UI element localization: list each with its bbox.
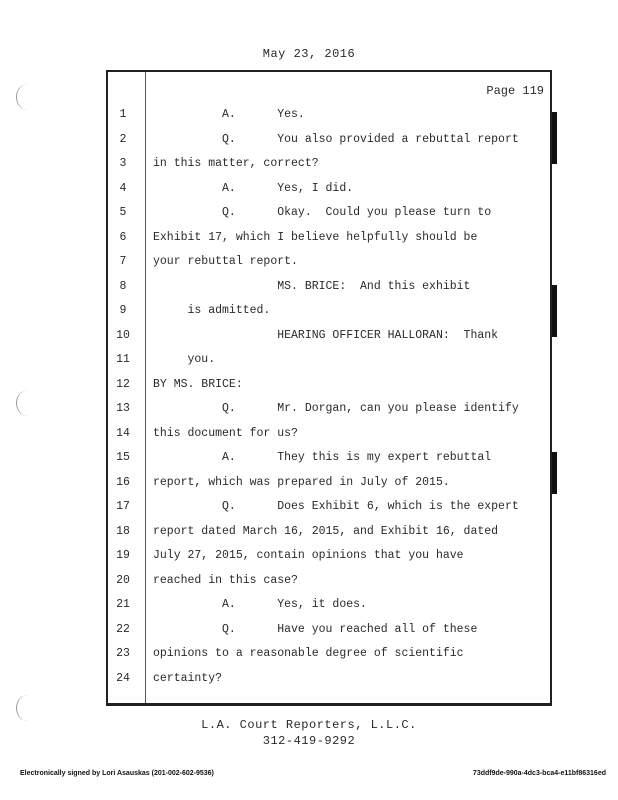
transcript-line — [108, 155, 548, 173]
line-number: 14 — [116, 426, 130, 440]
margin-bar — [552, 452, 557, 494]
line-text: July 27, 2015, contain opinions that you have — [153, 549, 464, 562]
line-text: A. Yes, it does. — [153, 598, 367, 611]
line-number: 5 — [119, 206, 127, 219]
transcript-line — [108, 278, 548, 296]
transcript-line — [108, 498, 548, 516]
line-number: 12 — [116, 377, 130, 391]
transcript-line — [108, 106, 548, 124]
line-text: report, which was prepared in July of 2015. — [153, 475, 450, 489]
transcript-date: May 23, 2016 — [262, 47, 356, 61]
transcript-line — [108, 523, 548, 541]
margin-bar — [552, 285, 557, 337]
line-text: report dated March 16, 2015, and Exhibit 16, dated — [153, 524, 499, 538]
binder-hole — [16, 84, 39, 110]
line-text: Q. Okay. Could you please turn to — [153, 206, 492, 219]
transcript-line — [108, 376, 548, 394]
line-number: 13 — [116, 402, 130, 415]
line-text: Exhibit 17, which I believe helpfully should be — [153, 230, 478, 244]
line-text: is admitted. — [153, 304, 271, 317]
transcript-line — [108, 180, 548, 198]
line-text: A. They this is my expert rebuttal — [153, 451, 492, 464]
transcript-line — [108, 645, 548, 663]
line-number: 7 — [119, 255, 127, 268]
transcript-line — [108, 229, 548, 247]
line-number: 15 — [116, 451, 130, 464]
line-number: 10 — [116, 328, 130, 342]
line-number: 11 — [116, 353, 130, 366]
line-text: you. — [153, 353, 216, 366]
line-number: 3 — [119, 157, 127, 170]
line-text: Q. You also provided a rebuttal report — [153, 132, 519, 146]
line-number: 18 — [116, 524, 130, 538]
line-text: in this matter, correct? — [153, 157, 319, 170]
page-number: Page 119 — [486, 84, 544, 98]
binder-hole — [16, 390, 39, 416]
transcript-line — [108, 302, 548, 320]
transcript-line — [108, 131, 548, 149]
line-text: A. Yes. — [153, 108, 305, 121]
line-text: Q. Mr. Dorgan, can you please identify — [153, 402, 519, 415]
line-text: Q. Have you reached all of these — [153, 622, 478, 636]
line-text: opinions to a reasonable degree of scientific — [153, 647, 464, 660]
transcript-line — [108, 449, 548, 467]
line-number: 19 — [116, 549, 130, 562]
line-text: A. Yes, I did. — [153, 181, 354, 195]
line-number: 21 — [116, 598, 130, 611]
signature-right: 73ddf9de-990a-4dc3-bca4-e11bf86316ed — [472, 770, 606, 777]
margin-bar — [552, 112, 557, 164]
transcript-line — [108, 425, 548, 443]
line-text: certainty? — [153, 671, 223, 685]
transcript-line — [108, 204, 548, 222]
transcript-line — [108, 400, 548, 418]
line-text: this document for us? — [153, 426, 298, 440]
transcript-line — [108, 253, 548, 271]
line-number: 4 — [119, 181, 127, 195]
line-number: 1 — [119, 108, 127, 121]
line-number: 16 — [116, 475, 130, 489]
footer-phone: 312-419-9292 — [262, 734, 356, 748]
footer-company: L.A. Court Reporters, L.L.C. — [201, 718, 417, 732]
line-number: 20 — [116, 573, 130, 587]
line-number: 2 — [119, 132, 127, 146]
line-number: 6 — [119, 230, 127, 244]
transcript-line — [108, 474, 548, 492]
line-text: Q. Does Exhibit 6, which is the expert — [153, 500, 519, 513]
transcript-line — [108, 327, 548, 345]
transcript-line — [108, 621, 548, 639]
line-number: 22 — [116, 622, 130, 636]
transcript-line — [108, 547, 548, 565]
line-text: reached in this case? — [153, 573, 298, 587]
line-number: 24 — [116, 671, 130, 685]
line-number: 17 — [116, 500, 130, 513]
line-text: your rebuttal report. — [153, 255, 298, 268]
line-number: 23 — [116, 647, 130, 660]
line-text: BY MS. BRICE: — [153, 377, 243, 391]
transcript-line — [108, 351, 548, 369]
signature-left: Electronically signed by Lori Asauskas (201-002-602-9536) — [20, 770, 214, 777]
transcript-line — [108, 596, 548, 614]
transcript-line — [108, 670, 548, 688]
line-text: MS. BRICE: And this exhibit — [153, 279, 471, 293]
line-number: 8 — [119, 279, 127, 293]
transcript-line — [108, 572, 548, 590]
line-number: 9 — [119, 304, 127, 317]
line-text: HEARING OFFICER HALLORAN: Thank — [153, 328, 499, 342]
